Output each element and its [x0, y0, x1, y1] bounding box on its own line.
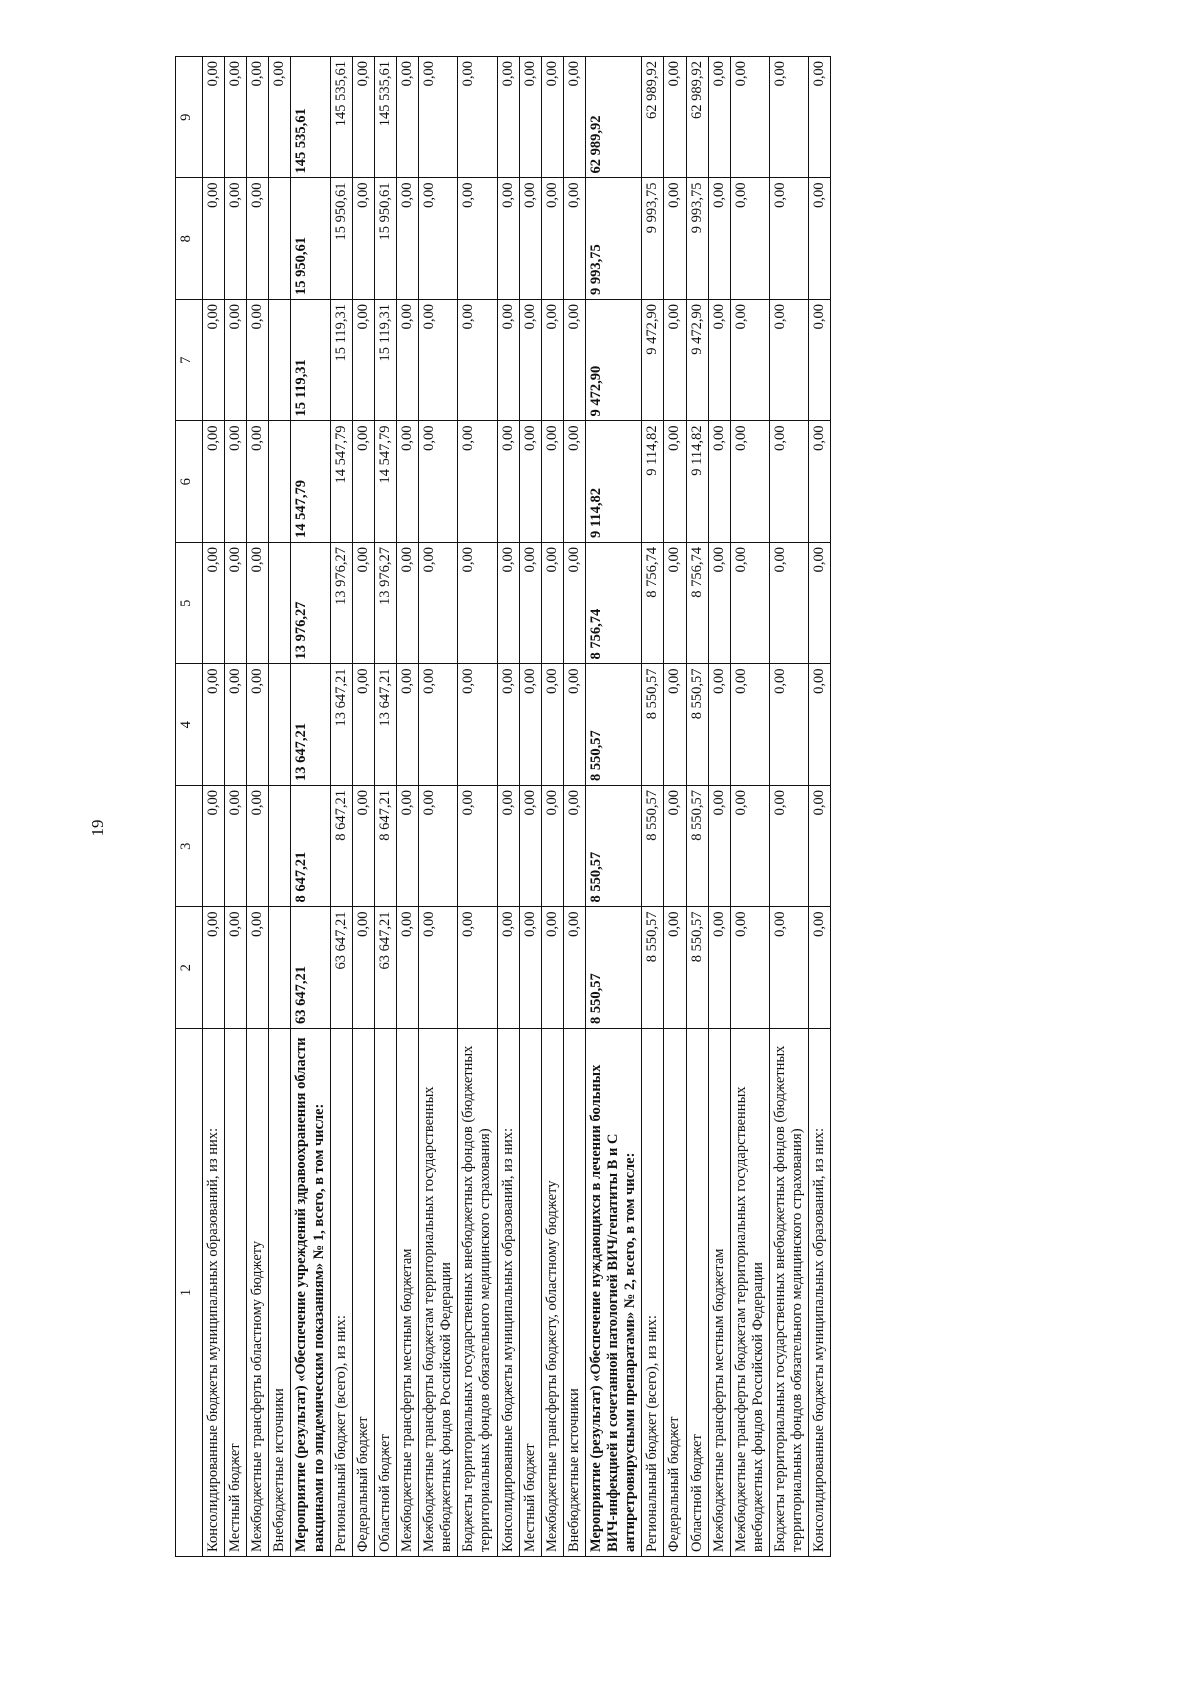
- value-cell: 0,00: [497, 664, 519, 786]
- value-cell: 0,00: [419, 907, 458, 1029]
- row-label: Местный бюджет: [225, 1029, 247, 1557]
- value-cell: 0,00: [708, 57, 730, 179]
- value-cell: 0,00: [396, 57, 418, 179]
- column-header-8: 8: [176, 178, 203, 300]
- value-cell: 0,00: [203, 786, 225, 908]
- row-label: Межбюджетные трансферты местным бюджетам: [708, 1029, 730, 1557]
- value-cell: 0,00: [541, 178, 563, 300]
- value-cell: 0,00: [730, 57, 769, 179]
- value-cell: 0,00: [458, 907, 497, 1029]
- value-cell: 0,00: [769, 786, 808, 908]
- row-label: Консолидированные бюджеты муниципальных образований, из них:: [809, 1029, 831, 1557]
- value-cell: 0,00: [247, 786, 269, 908]
- row-label: Межбюджетные трансферты бюджетам территориальных государственных внебюджетных фондов Российской Федерации: [730, 1029, 769, 1557]
- value-cell: 13 976,27: [291, 543, 330, 665]
- value-cell: 0,00: [419, 543, 458, 665]
- value-cell: 8 550,57: [642, 664, 664, 786]
- value-cell: 63 647,21: [374, 907, 396, 1029]
- value-cell: 0,00: [247, 57, 269, 179]
- value-cell: 9 472,90: [686, 300, 708, 422]
- value-cell: 0,00: [769, 664, 808, 786]
- value-cell: [269, 664, 291, 786]
- value-cell: 0,00: [519, 786, 541, 908]
- row-label: Внебюджетные источники: [563, 1029, 585, 1557]
- value-cell: 9 993,75: [642, 178, 664, 300]
- value-cell: 0,00: [458, 786, 497, 908]
- value-cell: 9 114,82: [642, 421, 664, 543]
- value-cell: 15 950,61: [374, 178, 396, 300]
- value-cell: 0,00: [247, 178, 269, 300]
- value-cell: 0,00: [769, 907, 808, 1029]
- value-cell: 9 114,82: [585, 421, 641, 543]
- table-row: [563, 57, 585, 1557]
- value-cell: [269, 543, 291, 665]
- value-cell: 8 550,57: [686, 664, 708, 786]
- row-label: Межбюджетные трансферты бюджету, областному бюджету: [541, 1029, 563, 1557]
- value-cell: 0,00: [396, 421, 418, 543]
- value-cell: 0,00: [730, 786, 769, 908]
- value-cell: 62 989,92: [686, 57, 708, 179]
- row-label: Консолидированные бюджеты муниципальных образований, из них:: [203, 1029, 225, 1557]
- value-cell: 0,00: [708, 786, 730, 908]
- value-cell: 0,00: [730, 664, 769, 786]
- value-cell: 0,00: [809, 57, 831, 179]
- value-cell: 0,00: [225, 300, 247, 422]
- value-cell: 0,00: [769, 57, 808, 179]
- table-row: [419, 57, 458, 1557]
- value-cell: 0,00: [664, 664, 686, 786]
- value-cell: 0,00: [225, 664, 247, 786]
- header-row: [176, 57, 203, 1557]
- value-cell: 0,00: [519, 543, 541, 665]
- page-number: 19: [88, 819, 107, 837]
- value-cell: 8 756,74: [585, 543, 641, 665]
- value-cell: 0,00: [396, 907, 418, 1029]
- table-row: [497, 57, 519, 1557]
- value-cell: [269, 421, 291, 543]
- value-cell: 0,00: [519, 57, 541, 179]
- value-cell: 8 550,57: [642, 907, 664, 1029]
- value-cell: 8 550,57: [642, 786, 664, 908]
- row-label: Местный бюджет: [519, 1029, 541, 1557]
- value-cell: 0,00: [769, 178, 808, 300]
- value-cell: 14 547,79: [291, 421, 330, 543]
- value-cell: 0,00: [708, 664, 730, 786]
- table-row: [225, 57, 247, 1557]
- column-header-5: 5: [176, 543, 203, 665]
- value-cell: 0,00: [730, 300, 769, 422]
- table-row: [664, 57, 686, 1557]
- value-cell: 0,00: [497, 543, 519, 665]
- value-cell: 0,00: [419, 786, 458, 908]
- value-cell: 0,00: [809, 664, 831, 786]
- value-cell: 0,00: [519, 421, 541, 543]
- value-cell: [269, 907, 291, 1029]
- value-cell: 0,00: [541, 300, 563, 422]
- value-cell: 0,00: [809, 786, 831, 908]
- table-row: [352, 57, 374, 1557]
- value-cell: 0,00: [519, 178, 541, 300]
- value-cell: 0,00: [225, 178, 247, 300]
- column-header-2: 2: [176, 907, 203, 1029]
- table-row: [203, 57, 225, 1557]
- value-cell: 15 119,31: [330, 300, 352, 422]
- value-cell: 0,00: [396, 664, 418, 786]
- value-cell: 0,00: [396, 786, 418, 908]
- value-cell: 0,00: [708, 543, 730, 665]
- value-cell: 62 989,92: [642, 57, 664, 179]
- value-cell: 0,00: [769, 421, 808, 543]
- value-cell: 0,00: [664, 786, 686, 908]
- row-label: Бюджеты территориальных государственных внебюджетных фондов (бюджетных территориальных фондов обязательного медицинского страхования): [458, 1029, 497, 1557]
- value-cell: 0,00: [203, 907, 225, 1029]
- value-cell: 0,00: [708, 907, 730, 1029]
- value-cell: 0,00: [225, 421, 247, 543]
- value-cell: 0,00: [664, 178, 686, 300]
- value-cell: 0,00: [247, 543, 269, 665]
- value-cell: 13 647,21: [330, 664, 352, 786]
- table-row: [291, 57, 330, 1557]
- table-row: [708, 57, 730, 1557]
- value-cell: 0,00: [541, 543, 563, 665]
- value-cell: 0,00: [730, 543, 769, 665]
- row-label: Мероприятие (результат) «Обеспечение учреждений здравоохранения области вакцинами по эпидемическим показаниям» № 1, всего, в том числе:: [291, 1029, 330, 1557]
- row-label: Федеральный бюджет: [664, 1029, 686, 1557]
- value-cell: 0,00: [225, 57, 247, 179]
- value-cell: 0,00: [541, 57, 563, 179]
- table-row: [269, 57, 291, 1557]
- value-cell: 0,00: [519, 300, 541, 422]
- column-header-6: 6: [176, 421, 203, 543]
- rotated-table-container: [175, 57, 1175, 1557]
- value-cell: 0,00: [419, 178, 458, 300]
- value-cell: 0,00: [730, 421, 769, 543]
- row-label: Мероприятие (результат) «Обеспечение нуждающихся в лечении больных ВИЧ-инфекцией и сочетанной патологией ВИЧ/гепатиты В и С антиретровирусными препаратами» № 2, всего, в том числе:: [585, 1029, 641, 1557]
- value-cell: 13 647,21: [291, 664, 330, 786]
- table-row: [585, 57, 641, 1557]
- budget-table: [175, 56, 831, 1557]
- value-cell: 0,00: [708, 178, 730, 300]
- table-row: [642, 57, 664, 1557]
- value-cell: 0,00: [352, 664, 374, 786]
- value-cell: 0,00: [225, 786, 247, 908]
- value-cell: 8 550,57: [585, 664, 641, 786]
- value-cell: 145 535,61: [374, 57, 396, 179]
- value-cell: 0,00: [563, 786, 585, 908]
- value-cell: 9 993,75: [686, 178, 708, 300]
- value-cell: 0,00: [396, 300, 418, 422]
- value-cell: 0,00: [519, 907, 541, 1029]
- value-cell: 0,00: [419, 421, 458, 543]
- value-cell: 15 119,31: [374, 300, 396, 422]
- value-cell: 0,00: [769, 543, 808, 665]
- value-cell: 8 647,21: [374, 786, 396, 908]
- value-cell: 0,00: [458, 57, 497, 179]
- row-label: Межбюджетные трансферты местным бюджетам: [396, 1029, 418, 1557]
- value-cell: 0,00: [203, 421, 225, 543]
- row-label: Федеральный бюджет: [352, 1029, 374, 1557]
- value-cell: 0,00: [419, 300, 458, 422]
- row-label: Региональный бюджет (всего), из них:: [642, 1029, 664, 1557]
- table-row: [458, 57, 497, 1557]
- value-cell: 0,00: [563, 664, 585, 786]
- value-cell: 0,00: [541, 664, 563, 786]
- value-cell: 63 647,21: [291, 907, 330, 1029]
- table-row: [686, 57, 708, 1557]
- value-cell: 0,00: [563, 178, 585, 300]
- value-cell: [269, 300, 291, 422]
- value-cell: 0,00: [541, 907, 563, 1029]
- value-cell: 8 647,21: [330, 786, 352, 908]
- value-cell: 0,00: [809, 178, 831, 300]
- value-cell: [269, 178, 291, 300]
- value-cell: 0,00: [247, 664, 269, 786]
- value-cell: 0,00: [203, 300, 225, 422]
- column-header-1: 1: [176, 1029, 203, 1557]
- column-header-9: 9: [176, 57, 203, 179]
- row-label: Бюджеты территориальных государственных внебюджетных фондов (бюджетных территориальных фондов обязательного медицинского страхования): [769, 1029, 808, 1557]
- value-cell: 0,00: [563, 300, 585, 422]
- value-cell: 0,00: [396, 543, 418, 665]
- value-cell: 0,00: [541, 421, 563, 543]
- value-cell: 0,00: [225, 543, 247, 665]
- value-cell: 0,00: [809, 300, 831, 422]
- value-cell: 0,00: [396, 178, 418, 300]
- value-cell: 0,00: [269, 57, 291, 179]
- value-cell: 0,00: [352, 178, 374, 300]
- value-cell: 0,00: [247, 421, 269, 543]
- column-header-7: 7: [176, 300, 203, 422]
- value-cell: 0,00: [419, 664, 458, 786]
- value-cell: 0,00: [664, 907, 686, 1029]
- value-cell: 145 535,61: [291, 57, 330, 179]
- column-header-4: 4: [176, 664, 203, 786]
- value-cell: 0,00: [497, 907, 519, 1029]
- value-cell: 0,00: [497, 178, 519, 300]
- table-row: [374, 57, 396, 1557]
- value-cell: 0,00: [497, 786, 519, 908]
- value-cell: 0,00: [730, 907, 769, 1029]
- value-cell: 62 989,92: [585, 57, 641, 179]
- value-cell: 0,00: [809, 421, 831, 543]
- value-cell: 8 756,74: [642, 543, 664, 665]
- value-cell: 0,00: [203, 543, 225, 665]
- row-label: Консолидированные бюджеты муниципальных образований, из них:: [497, 1029, 519, 1557]
- value-cell: 0,00: [563, 57, 585, 179]
- value-cell: 0,00: [769, 300, 808, 422]
- value-cell: 15 950,61: [330, 178, 352, 300]
- value-cell: 0,00: [458, 300, 497, 422]
- value-cell: 0,00: [730, 178, 769, 300]
- value-cell: 0,00: [497, 57, 519, 179]
- value-cell: 14 547,79: [374, 421, 396, 543]
- value-cell: 14 547,79: [330, 421, 352, 543]
- value-cell: 0,00: [352, 786, 374, 908]
- value-cell: 8 550,57: [686, 786, 708, 908]
- value-cell: 8 550,57: [686, 907, 708, 1029]
- value-cell: 9 472,90: [642, 300, 664, 422]
- value-cell: 8 550,57: [585, 786, 641, 908]
- value-cell: 0,00: [708, 300, 730, 422]
- row-label: Региональный бюджет (всего), из них:: [330, 1029, 352, 1557]
- value-cell: [269, 786, 291, 908]
- value-cell: 0,00: [225, 907, 247, 1029]
- row-label: Областной бюджет: [686, 1029, 708, 1557]
- value-cell: 63 647,21: [330, 907, 352, 1029]
- value-cell: 0,00: [203, 178, 225, 300]
- value-cell: 0,00: [458, 178, 497, 300]
- value-cell: 0,00: [352, 543, 374, 665]
- value-cell: 0,00: [519, 664, 541, 786]
- value-cell: 0,00: [563, 907, 585, 1029]
- value-cell: 0,00: [563, 421, 585, 543]
- value-cell: 8 756,74: [686, 543, 708, 665]
- value-cell: 0,00: [352, 57, 374, 179]
- table-row: [541, 57, 563, 1557]
- value-cell: 0,00: [458, 543, 497, 665]
- value-cell: 0,00: [497, 300, 519, 422]
- value-cell: 8 647,21: [291, 786, 330, 908]
- table-row: [769, 57, 808, 1557]
- value-cell: 8 550,57: [585, 907, 641, 1029]
- value-cell: 0,00: [541, 786, 563, 908]
- value-cell: 0,00: [247, 907, 269, 1029]
- value-cell: 0,00: [664, 300, 686, 422]
- table-row: [730, 57, 769, 1557]
- value-cell: 0,00: [458, 421, 497, 543]
- value-cell: 145 535,61: [330, 57, 352, 179]
- value-cell: 9 993,75: [585, 178, 641, 300]
- table-header: [176, 57, 203, 1557]
- value-cell: 0,00: [809, 543, 831, 665]
- value-cell: 0,00: [352, 421, 374, 543]
- value-cell: 15 950,61: [291, 178, 330, 300]
- table-row: [247, 57, 269, 1557]
- value-cell: 0,00: [203, 57, 225, 179]
- row-label: Областной бюджет: [374, 1029, 396, 1557]
- value-cell: 15 119,31: [291, 300, 330, 422]
- value-cell: 0,00: [352, 907, 374, 1029]
- value-cell: 0,00: [664, 57, 686, 179]
- value-cell: 0,00: [419, 57, 458, 179]
- row-label: Внебюджетные источники: [269, 1029, 291, 1557]
- value-cell: 0,00: [203, 664, 225, 786]
- value-cell: 0,00: [497, 421, 519, 543]
- table-row: [396, 57, 418, 1557]
- value-cell: 0,00: [247, 300, 269, 422]
- column-header-3: 3: [176, 786, 203, 908]
- value-cell: 0,00: [809, 907, 831, 1029]
- row-label: Межбюджетные трансферты областному бюджету: [247, 1029, 269, 1557]
- table-body: [203, 57, 831, 1557]
- value-cell: 13 647,21: [374, 664, 396, 786]
- value-cell: 13 976,27: [374, 543, 396, 665]
- value-cell: 0,00: [458, 664, 497, 786]
- value-cell: 0,00: [664, 421, 686, 543]
- value-cell: 9 114,82: [686, 421, 708, 543]
- table-row: [330, 57, 352, 1557]
- value-cell: 0,00: [352, 300, 374, 422]
- value-cell: 13 976,27: [330, 543, 352, 665]
- row-label: Межбюджетные трансферты бюджетам территориальных государственных внебюджетных фондов Российской Федерации: [419, 1029, 458, 1557]
- value-cell: 0,00: [563, 543, 585, 665]
- value-cell: 0,00: [664, 543, 686, 665]
- table-row: [519, 57, 541, 1557]
- value-cell: 0,00: [708, 421, 730, 543]
- table-row: [809, 57, 831, 1557]
- value-cell: 9 472,90: [585, 300, 641, 422]
